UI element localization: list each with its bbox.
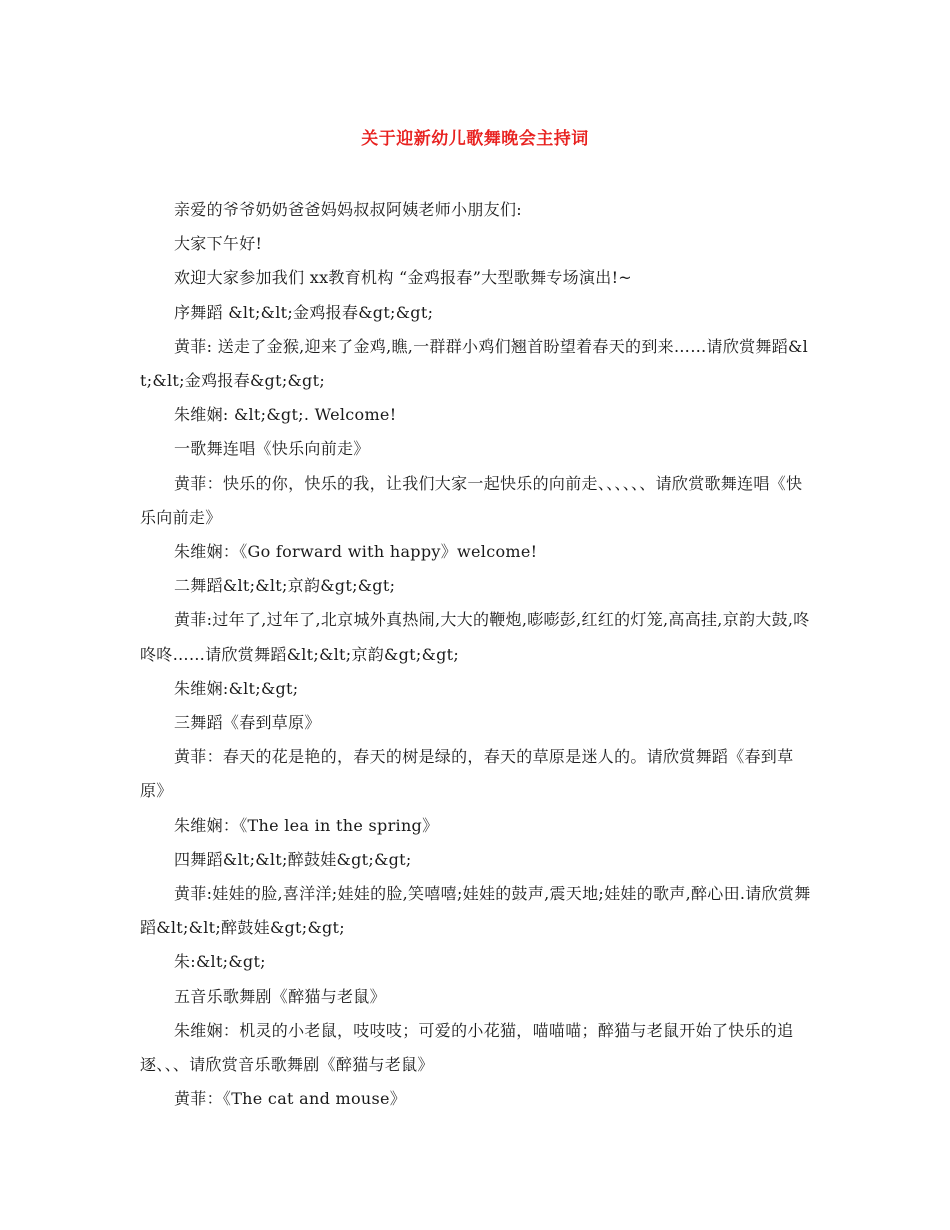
- paragraph: 朱维娴：机灵的小老鼠，吱吱吱；可爱的小花猫，喵喵喵；醉猫与老鼠开始了快乐的追逐、、、请欣赏音乐歌舞剧《醉猫与老鼠》: [140, 1020, 794, 1075]
- paragraph: 朱维娴：《Go forward with happy》welcome!: [174, 542, 538, 562]
- paragraph: 黄菲：春天的花是艳的，春天的树是绿的，春天的草原是迷人的。请欣赏舞蹈《春到草原》: [140, 747, 794, 801]
- paragraph: 五音乐歌舞剧《醉猫与老鼠》: [174, 986, 386, 1006]
- paragraph: 黄菲:娃娃的脸,喜洋洋;娃娃的脸,笑嘻嘻;娃娃的鼓声,震天地;娃娃的歌声,醉心田.请欣赏舞蹈&lt;&lt;醉鼓娃&gt;&gt;: [140, 884, 811, 938]
- paragraph: 黄菲：《The cat and mouse》: [174, 1089, 407, 1109]
- paragraph: 序舞蹈 &lt;&lt;金鸡报春&gt;&gt;: [174, 302, 434, 322]
- paragraph: 亲爱的爷爷奶奶爸爸妈妈叔叔阿姨老师小朋友们:: [174, 200, 522, 219]
- paragraph: 黄菲:过年了,过年了,北京城外真热闹,大大的鞭炮,嘭嘭彭,红红的灯笼,高高挂,京韵大鼓,咚咚咚……请欣赏舞蹈&lt;&lt;京韵&gt;&gt;: [140, 610, 810, 664]
- paragraph: 一歌舞连唱《快乐向前走》: [174, 439, 370, 459]
- paragraph: 朱维娴:&lt;&gt;: [174, 678, 299, 698]
- paragraph: 二舞蹈&lt;&lt;京韵&gt;&gt;: [174, 576, 396, 596]
- paragraph: 欢迎大家参加我们 xx教育机构 “金鸡报春”大型歌舞专场演出!~: [174, 268, 633, 288]
- paragraph: 朱:&lt;&gt;: [174, 952, 266, 972]
- paragraph: 黄菲：快乐的你，快乐的我，让我们大家一起快乐的向前走、、、、、、请欣赏歌舞连唱《快乐向前走》: [140, 473, 803, 527]
- paragraph: 大家下午好!: [174, 234, 263, 254]
- paragraph: 四舞蹈&lt;&lt;醉鼓娃&gt;&gt;: [174, 849, 412, 869]
- document-title: 关于迎新幼儿歌舞晚会主持词: [361, 129, 589, 149]
- paragraph: 朱维娴: &lt;&gt;. Welcome!: [174, 405, 397, 425]
- paragraph: 黄菲: 送走了金猴,迎来了金鸡,瞧,一群群小鸡们翘首盼望着春天的到来……请欣赏舞蹈&lt;&lt;金鸡报春&gt;&gt;: [140, 336, 808, 391]
- paragraph: 三舞蹈《春到草原》: [174, 713, 321, 733]
- document-body: [140, 193, 812, 1116]
- paragraph: 朱维娴：《The lea in the spring》: [174, 815, 439, 835]
